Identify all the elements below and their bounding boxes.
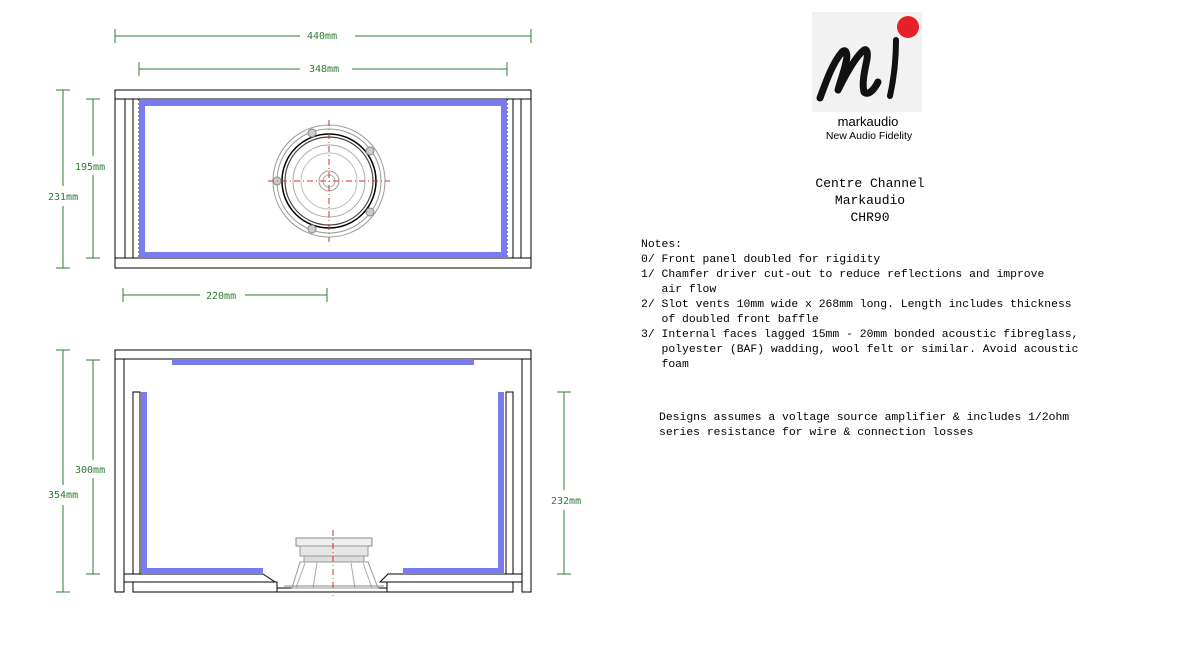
lagging-left	[139, 100, 145, 258]
notes-block	[641, 238, 1161, 373]
lagging-side-right	[498, 392, 504, 574]
logo-mark-icon	[812, 12, 922, 112]
note-line: foam	[641, 359, 689, 371]
drawing-title	[740, 175, 1000, 226]
note-line: polyester (BAF) wadding, wool felt or similar. Avoid acoustic	[641, 344, 1079, 356]
dim-front-height-outer: 231mm	[48, 192, 79, 203]
title-line-1: Centre Channel	[815, 176, 925, 191]
lagging-right	[501, 100, 507, 258]
notes-heading: Notes:	[641, 239, 683, 251]
markaudio-logo	[812, 12, 922, 112]
lagging-front-left	[141, 568, 263, 574]
design-note-line: Designs assumes a voltage source amplifier & includes 1/2ohm	[659, 412, 1070, 424]
dim-side-depth-outer: 354mm	[48, 490, 79, 501]
front-view	[48, 29, 531, 302]
dim-front-width-outer: 440mm	[307, 31, 338, 42]
dim-driver-offset: 220mm	[206, 291, 237, 302]
lagging-top	[139, 100, 507, 106]
note-line: air flow	[641, 284, 717, 296]
design-note	[659, 411, 1159, 441]
dim-side-depth-inner: 300mm	[75, 465, 106, 476]
driver-side-view	[284, 530, 384, 596]
lagging-front-right	[403, 568, 504, 574]
note-line: of doubled front baffle	[641, 314, 819, 326]
title-line-2: Markaudio	[834, 193, 906, 208]
brand-name: markaudio	[837, 114, 899, 129]
dim-front-width-inner: 348mm	[309, 64, 340, 75]
brand-tagline: New Audio Fidelity	[825, 130, 913, 142]
note-line: 2/ Slot vents 10mm wide x 268mm long. Length includes thickness	[641, 299, 1072, 311]
title-line-3: CHR90	[850, 210, 890, 225]
lagging-side-left	[141, 392, 147, 574]
lagging-back	[172, 359, 474, 365]
lagging-bottom	[139, 252, 507, 258]
dim-vent-length: 232mm	[551, 496, 582, 507]
section-view	[48, 350, 581, 596]
note-line: 0/ Front panel doubled for rigidity	[641, 254, 881, 266]
note-line: 3/ Internal faces lagged 15mm - 20mm bonded acoustic fibreglass,	[641, 329, 1079, 341]
logo-dot	[897, 16, 919, 38]
design-note-line: series resistance for wire & connection losses	[659, 427, 974, 439]
dim-front-height-inner: 195mm	[75, 162, 106, 173]
note-line: 1/ Chamfer driver cut-out to reduce reflections and improve	[641, 269, 1045, 281]
